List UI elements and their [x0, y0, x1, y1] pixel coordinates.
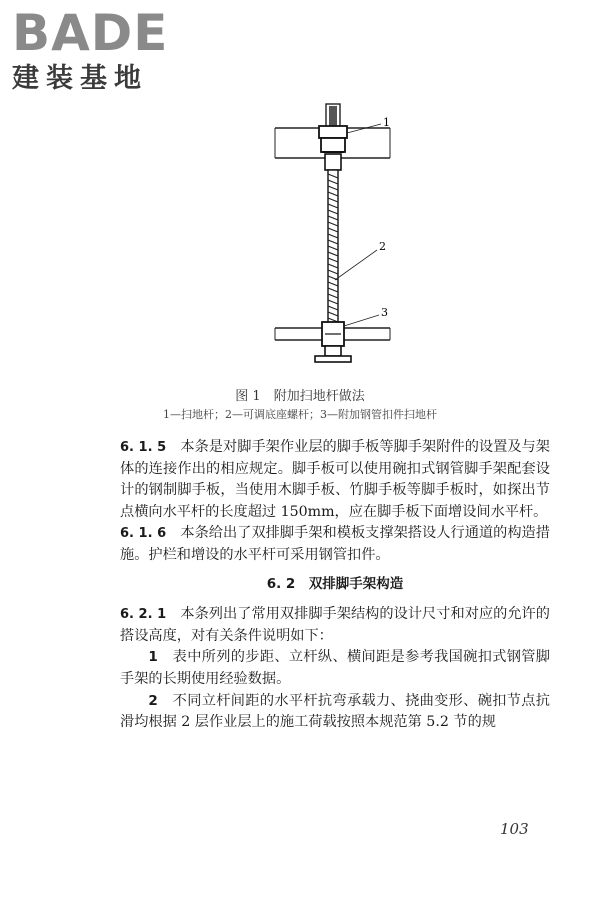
callout-2: 2 — [379, 240, 386, 253]
clause-6-1-5 — [120, 437, 550, 523]
body-text — [120, 437, 550, 734]
logo-mark: BADE — [12, 4, 169, 62]
figure-caption: 图 1 附加扫地杆做法 — [235, 389, 365, 404]
figure-legend: 1—扫地杆；2—可调底座螺杆；3—附加钢管扣件扫地杆 — [163, 408, 437, 421]
callout-1: 1 — [383, 116, 390, 129]
clause-6-1-6 — [120, 523, 550, 566]
item-number: 1 — [148, 649, 158, 666]
page-number: 103 — [500, 820, 529, 838]
item-text: 不同立杆间距的水平杆抗弯承载力、挠曲变形、碗扣节点抗滑均根据 2 层作业层上的施工荷载按照本规范第 5.2 节的规 — [120, 692, 550, 731]
section-heading — [120, 574, 550, 596]
item-text: 表中所列的步距、立杆纵、横间距是参考我国碗扣式钢管脚手架的长期使用经验数据。 — [120, 649, 550, 687]
coupler-clamp — [322, 322, 344, 346]
adjustable-base-screw — [328, 170, 338, 342]
bowl-buckle-joint — [319, 126, 347, 170]
sweeping-rod-diagram — [255, 100, 435, 380]
list-item — [120, 691, 550, 734]
clause-number: 6. 1. 6 — [120, 526, 167, 542]
clause-text: 本条列出了常用双排脚手架结构的设计尺寸和对应的允许的搭设高度，对有关条件说明如下： — [120, 606, 550, 644]
clause-number: 6. 2. 1 — [120, 607, 167, 623]
clause-text: 本条是对脚手架作业层的脚手板等脚手架附件的设置及与架体的连接作出的相应规定。脚手板可以使用碗扣式钢管脚手架配套设计的钢制脚手板，当使用木脚手板、竹脚手板等脚手板时，如探出节点横向水平杆的长度超过 150mm，应在脚手板下面增设间水平杆。 — [120, 439, 550, 520]
logo-subtitle: 建装基地 — [12, 63, 148, 94]
list-item — [120, 647, 550, 690]
section-title: 双排脚手架构造 — [308, 575, 404, 592]
clause-6-2-1 — [120, 604, 550, 647]
section-number: 6. 2 — [266, 575, 296, 592]
callout-3: 3 — [381, 306, 388, 319]
bade-logo — [12, 6, 182, 96]
clause-number: 6. 1. 5 — [120, 440, 167, 455]
clause-text: 本条给出了双排脚手架和模板支撑架搭设人行通道的构造措施。护栏和增设的水平杆可采用钢管扣件。 — [120, 525, 550, 563]
base-plate — [315, 346, 351, 362]
item-number: 2 — [148, 692, 158, 709]
